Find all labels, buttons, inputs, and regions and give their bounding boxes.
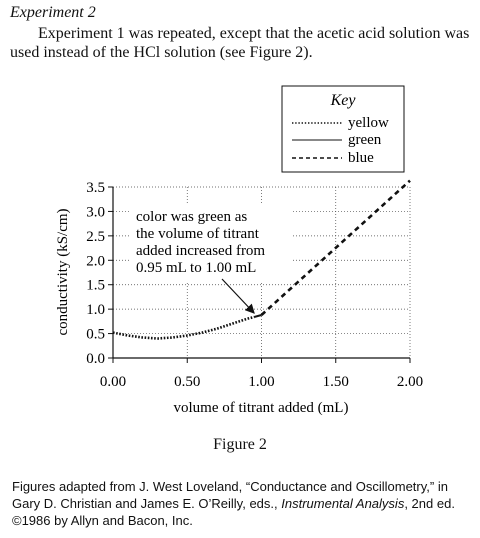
y-tick-label: 1.5	[86, 277, 105, 294]
experiment-title: Experiment 2	[10, 4, 96, 21]
legend-title: Key	[330, 92, 356, 109]
legend	[282, 86, 404, 172]
legend-label-green: green	[348, 132, 382, 148]
y-tick-label: 0.5	[86, 326, 105, 343]
annotation-line-2: the volume of titrant	[136, 226, 259, 242]
x-tick-label: 0.50	[174, 374, 201, 390]
x-tick-label: 0.00	[99, 374, 127, 390]
y-tick-label: 1.0	[86, 302, 105, 319]
y-tick-label: 3.0	[86, 204, 105, 221]
y-tick-label: 2.5	[86, 228, 105, 245]
y-tick-label: 2.0	[86, 253, 105, 270]
annotation	[131, 204, 291, 313]
legend-label-blue: blue	[348, 150, 374, 166]
y-axis-label: conductivity (kS/cm)	[55, 208, 71, 336]
figure-label: Figure 2	[213, 436, 267, 453]
figure-credit	[12, 478, 472, 529]
annotation-arrow	[222, 279, 254, 313]
credit-text-2: , 2nd ed. ©1986 by Allyn and Bacon, Inc.	[12, 496, 455, 528]
y-tick-label: 0.0	[86, 351, 105, 367]
x-tick-label: 1.00	[248, 374, 275, 390]
credit-text-1: Figures adapted from J. West Loveland, “Conductance and Oscillometry,” in Gary D. Christian and James E. O’Reilly, eds.,	[12, 479, 448, 511]
intro-paragraph: Experiment 1 was repeated, except that the acetic acid solution was used instead of the HCl solution (see Figure 2).	[10, 25, 470, 61]
credit-book-title: Instrumental Analysis	[281, 496, 405, 511]
series-line-yellow	[113, 317, 254, 339]
x-axis-label: volume of titrant added (mL)	[173, 400, 349, 416]
annotation-line-3: added increased from	[136, 243, 266, 259]
legend-label-yellow: yellow	[348, 115, 389, 131]
x-tick-label: 2.00	[396, 374, 424, 390]
annotation-line-1: color was green as	[136, 209, 248, 225]
annotation-line-4: 0.95 mL to 1.00 mL	[136, 260, 257, 276]
series-line-green	[254, 315, 261, 317]
x-tick-label: 1.50	[322, 374, 349, 390]
y-tick-label: 3.5	[86, 180, 105, 196]
